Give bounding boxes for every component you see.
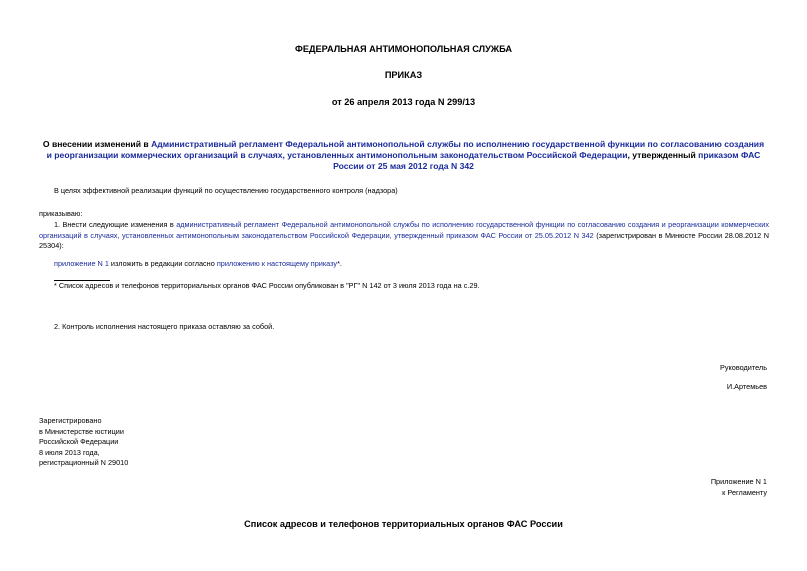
registration-line-5: регистрационный N 29010 <box>39 458 129 468</box>
intro-paragraph: В целях эффективной реализации функций по осуществлению государственного контроля (надзора) <box>54 186 398 195</box>
signature-role: Руководитель <box>719 363 767 372</box>
annex-paragraph <box>54 259 774 270</box>
document-date-number: от 26 апреля 2013 года N 299/13 <box>331 97 476 107</box>
signature-name: И.Артемьев <box>726 382 767 391</box>
footnote: * Список адресов и телефонов территориальных органов ФАС России опубликован в "РГ" N 142 от 3 июля 2013 года на с.29. <box>54 281 480 290</box>
registration-line-3: Российской Федерации <box>39 437 119 447</box>
registration-line-2: в Министерстве юстиции <box>39 426 124 436</box>
registration-block <box>39 416 299 469</box>
item-1-suffix: (зарегистрирован в Минюсте России 28.08.2012 N 25304): <box>39 230 769 251</box>
order-word: приказываю: <box>39 209 83 218</box>
footnote-marker: *. <box>337 259 342 268</box>
title-prefix: О внесении изменений в <box>42 139 152 149</box>
order-link[interactable]: приказом ФАС России от 25 мая 2012 года N 342 <box>333 149 761 171</box>
document-title <box>40 139 767 171</box>
item-1-paragraph <box>39 220 769 252</box>
regulation-link[interactable]: Административный регламент Федеральной антимонопольной службы по исполнению государственной функции по согласованию создания и реорганизации коммерческих организаций в случаях, установленных антимонопольным законодательством Российской Федерации <box>46 139 765 160</box>
annex-label-block <box>600 477 767 498</box>
annex-mid-text: изложить в редакции согласно <box>108 259 217 268</box>
annex-heading: Список адресов и телефонов территориальных органов ФАС России <box>244 519 563 529</box>
annex-to-regulation: к Регламенту <box>722 487 767 497</box>
document-type: ПРИКАЗ <box>384 70 423 80</box>
annex-label: Приложение N 1 <box>710 477 767 486</box>
annex-1-link[interactable]: приложение N 1 <box>54 259 109 268</box>
registration-line-1: Зарегистрировано <box>39 416 102 425</box>
registration-line-4: 8 июля 2013 года, <box>39 447 100 457</box>
title-middle: , утвержденный <box>627 149 699 160</box>
item-1-regulation-link[interactable]: административный регламент Федеральной антимонопольной службы по исполнению государственной функции по согласованию создания и реорганизации коммерческих организаций в случаях, установленных антимонопольным законодательством Российской Федерации, утвержденный приказом ФАС России от 25.05.2012 N 342 <box>39 220 769 240</box>
item-1-prefix: 1. Внести следующие изменения в <box>54 220 177 229</box>
item-2-paragraph: 2. Контроль исполнения настоящего приказа оставляю за собой. <box>54 322 275 331</box>
annex-order-link[interactable]: приложению к настоящему приказу <box>216 259 338 268</box>
agency-name: ФЕДЕРАЛЬНАЯ АНТИМОНОПОЛЬНАЯ СЛУЖБА <box>294 44 512 54</box>
